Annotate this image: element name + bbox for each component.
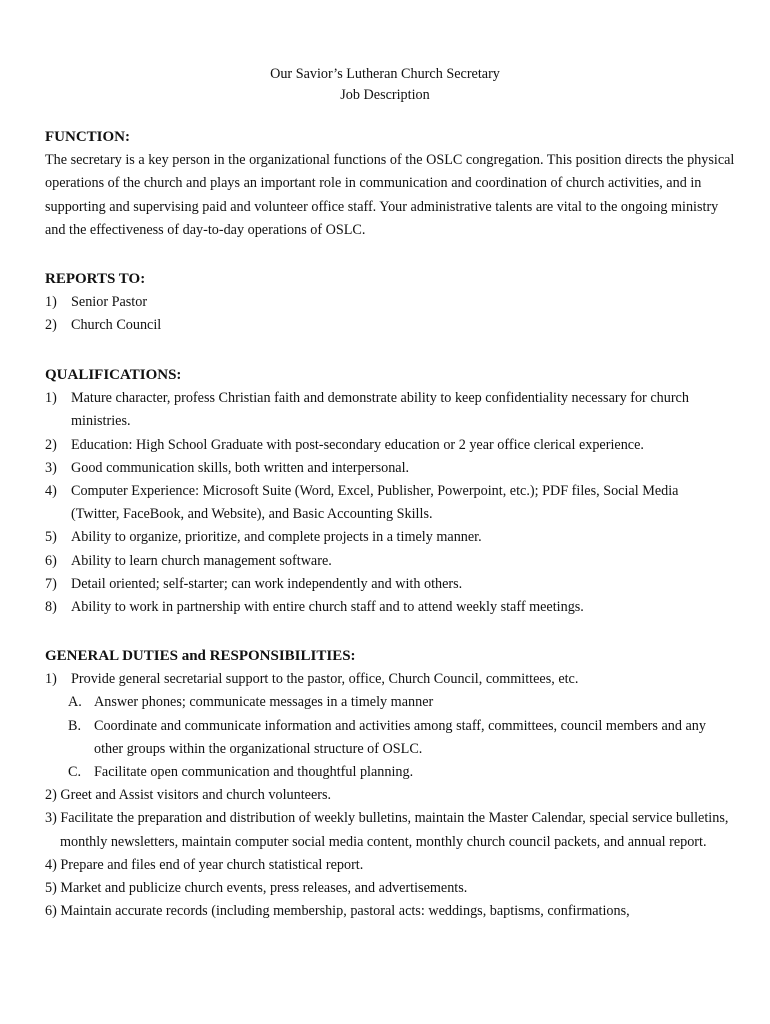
qualifications-section [45,364,695,619]
list-text: Provide general secretarial support to the pastor, office, Church Council, committees, etc. [71,671,579,688]
list-item [45,573,695,596]
list-item [45,387,695,433]
sub-list-text: Answer phones; communicate messages in a timely manner [94,694,434,711]
list-item [45,596,695,619]
list-number: 4) [45,483,57,500]
list-number: 8) [45,599,57,616]
list-item [45,457,695,480]
list-number: 2) [45,436,57,453]
list-number: 6) [45,552,57,569]
title-line-2: Job Description [340,87,430,103]
sub-list-item [45,691,730,714]
sub-list-text: Coordinate and communicate information and activities among staff, committees, council members and any other groups within the organizational structure of OSLC. [94,717,706,757]
list-number: 5) [45,529,57,546]
list-number: 2) [45,317,57,334]
duty-item: 2) Greet and Assist visitors and church volunteers. [45,787,332,804]
duties-heading: GENERAL DUTIES and RESPONSIBILITIES: [45,648,356,664]
list-text: Ability to organize, prioritize, and complete projects in a timely manner. [71,529,482,546]
sub-list-text: Facilitate open communication and thoughtful planning. [94,764,414,781]
list-text: Computer Experience: Microsoft Suite (Word, Excel, Publisher, Powerpoint, etc.); PDF files, Social Media (Twitter, FaceBook, and Website), and Basic Accounting Skills. [71,483,679,523]
list-item [45,480,695,526]
list-number: 1) [45,671,57,688]
reports-to-heading: REPORTS TO: [45,271,146,287]
list-text: Ability to learn church management software. [71,552,332,569]
title-line-1: Our Savior’s Lutheran Church Secretary [270,66,500,82]
list-item [45,434,695,457]
function-section [45,126,735,242]
function-paragraph: The secretary is a key person in the organizational functions of the OSLC congregation. This position directs the physical operations of the church and plays an important role in communication and coordination of church activities, and in supporting and supervising paid and volunteer office staff. Your administrative talents are vital to the ongoing ministry and the effectiveness of day-to-day operations of OSLC. [45,152,735,238]
list-number: 3) [45,459,57,476]
list-number: 1) [45,390,57,407]
list-number: 7) [45,575,57,592]
document-title [0,64,770,106]
qualifications-heading: QUALIFICATIONS: [45,367,182,383]
duties-section [45,645,730,923]
list-item [45,526,695,549]
duty-item: 3) Facilitate the preparation and distribution of weekly bulletins, maintain the Master Calendar, special service bulletins, monthly newsletters, maintain computer social media content, monthly church council packets, and annual report. [45,810,729,850]
list-text: Detail oriented; self-starter; can work independently and with others. [71,575,463,592]
list-text: Ability to work in partnership with entire church staff and to attend weekly staff meetings. [71,599,584,616]
reports-to-section [45,268,735,338]
list-text: Church Council [71,317,162,334]
list-text: Senior Pastor [71,294,148,311]
list-item [45,668,730,691]
list-text: Mature character, profess Christian faith and demonstrate ability to keep confidentiality necessary for church ministries. [71,390,689,430]
sub-list-letter: A. [68,694,82,711]
duty-item: 6) Maintain accurate records (including membership, pastoral acts: weddings, baptisms, confirmations, [45,903,630,920]
sub-list-item [45,761,730,784]
function-heading: FUNCTION: [45,129,130,145]
list-item [45,550,695,573]
list-text: Good communication skills, both written and interpersonal. [71,459,410,476]
sub-list-item [45,715,730,761]
sub-list-letter: B. [68,717,82,734]
list-number: 1) [45,294,57,311]
list-item [45,314,735,337]
list-item [45,291,735,314]
sub-list-letter: C. [68,764,82,781]
duty-item: 4) Prepare and files end of year church statistical report. [45,856,364,873]
list-text: Education: High School Graduate with post-secondary education or 2 year office clerical experience. [71,436,644,453]
duty-item: 5) Market and publicize church events, press releases, and advertisements. [45,880,468,897]
